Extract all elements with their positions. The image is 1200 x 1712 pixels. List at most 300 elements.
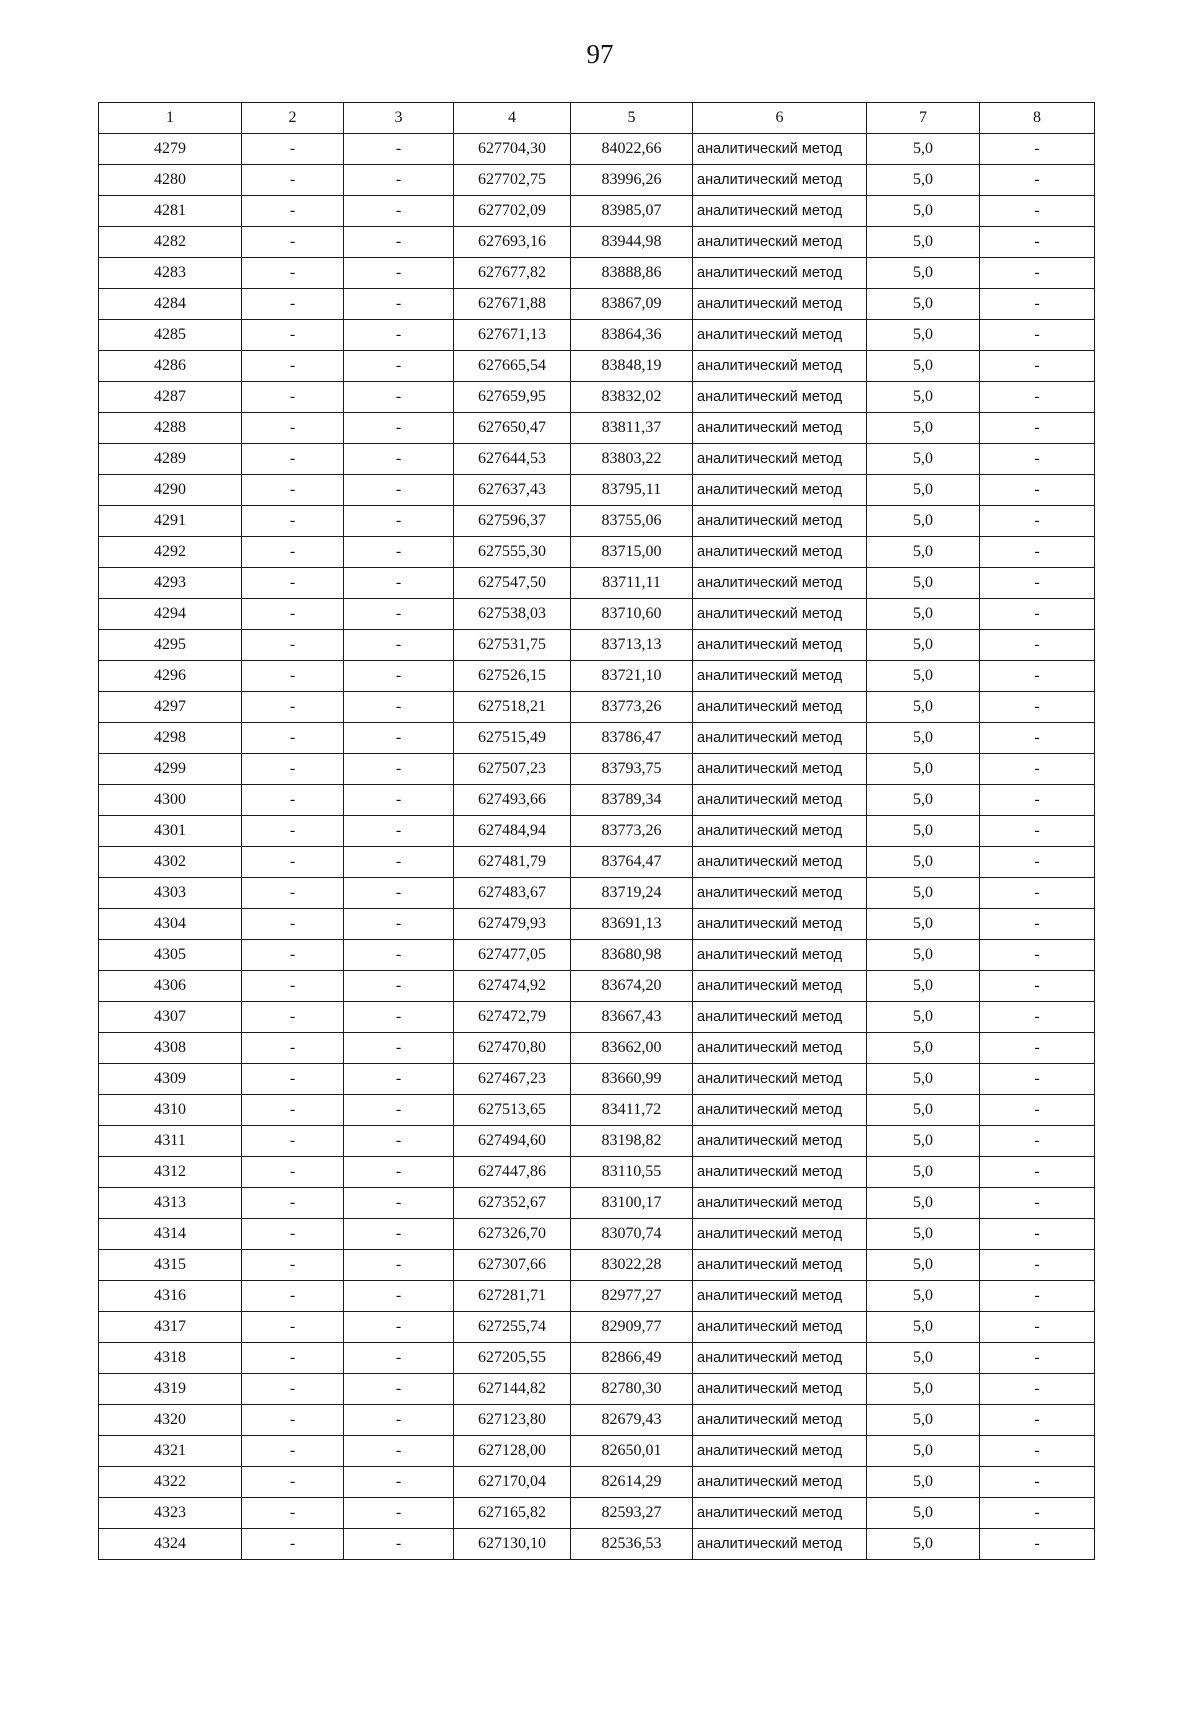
table-body bbox=[99, 134, 1095, 1560]
cell-col-2-value: - bbox=[242, 196, 344, 227]
cell-method: аналитический метод bbox=[693, 1095, 867, 1126]
cell-col-3-value: - bbox=[344, 1467, 454, 1498]
cell-col-2-value: - bbox=[242, 258, 344, 289]
cell-accuracy: 5,0 bbox=[867, 1219, 980, 1250]
cell-col-2-value: - bbox=[242, 971, 344, 1002]
cell-x-coordinate: 627130,10 bbox=[454, 1529, 571, 1560]
cell-point-number: 4298 bbox=[99, 723, 242, 754]
column-header-4: 4 bbox=[454, 103, 571, 134]
cell-col-8-value: - bbox=[980, 940, 1095, 971]
cell-x-coordinate: 627596,37 bbox=[454, 506, 571, 537]
cell-accuracy: 5,0 bbox=[867, 1095, 980, 1126]
cell-method: аналитический метод bbox=[693, 723, 867, 754]
cell-col-8-value: - bbox=[980, 1343, 1095, 1374]
cell-col-3-value: - bbox=[344, 940, 454, 971]
cell-point-number: 4321 bbox=[99, 1436, 242, 1467]
cell-method: аналитический метод bbox=[693, 320, 867, 351]
cell-y-coordinate: 83795,11 bbox=[571, 475, 693, 506]
cell-col-2-value: - bbox=[242, 1343, 344, 1374]
cell-accuracy: 5,0 bbox=[867, 661, 980, 692]
cell-accuracy: 5,0 bbox=[867, 878, 980, 909]
cell-accuracy: 5,0 bbox=[867, 692, 980, 723]
cell-accuracy: 5,0 bbox=[867, 1467, 980, 1498]
cell-method: аналитический метод bbox=[693, 1033, 867, 1064]
column-header-2: 2 bbox=[242, 103, 344, 134]
cell-col-2-value: - bbox=[242, 1436, 344, 1467]
cell-point-number: 4307 bbox=[99, 1002, 242, 1033]
cell-col-8-value: - bbox=[980, 289, 1095, 320]
cell-point-number: 4289 bbox=[99, 444, 242, 475]
cell-accuracy: 5,0 bbox=[867, 1498, 980, 1529]
cell-y-coordinate: 83867,09 bbox=[571, 289, 693, 320]
cell-point-number: 4284 bbox=[99, 289, 242, 320]
cell-col-8-value: - bbox=[980, 475, 1095, 506]
cell-col-3-value: - bbox=[344, 134, 454, 165]
cell-col-8-value: - bbox=[980, 847, 1095, 878]
cell-accuracy: 5,0 bbox=[867, 971, 980, 1002]
cell-x-coordinate: 627470,80 bbox=[454, 1033, 571, 1064]
cell-col-3-value: - bbox=[344, 506, 454, 537]
cell-accuracy: 5,0 bbox=[867, 506, 980, 537]
cell-col-2-value: - bbox=[242, 1126, 344, 1157]
cell-col-8-value: - bbox=[980, 1157, 1095, 1188]
cell-y-coordinate: 83711,11 bbox=[571, 568, 693, 599]
cell-col-2-value: - bbox=[242, 320, 344, 351]
cell-accuracy: 5,0 bbox=[867, 1002, 980, 1033]
cell-method: аналитический метод bbox=[693, 1312, 867, 1343]
cell-col-3-value: - bbox=[344, 1343, 454, 1374]
cell-col-8-value: - bbox=[980, 537, 1095, 568]
cell-method: аналитический метод bbox=[693, 1281, 867, 1312]
cell-method: аналитический метод bbox=[693, 506, 867, 537]
table-row bbox=[99, 754, 1095, 785]
table-row bbox=[99, 599, 1095, 630]
cell-accuracy: 5,0 bbox=[867, 785, 980, 816]
cell-x-coordinate: 627555,30 bbox=[454, 537, 571, 568]
cell-point-number: 4286 bbox=[99, 351, 242, 382]
cell-col-2-value: - bbox=[242, 537, 344, 568]
cell-point-number: 4282 bbox=[99, 227, 242, 258]
cell-y-coordinate: 82536,53 bbox=[571, 1529, 693, 1560]
cell-y-coordinate: 83667,43 bbox=[571, 1002, 693, 1033]
cell-col-8-value: - bbox=[980, 227, 1095, 258]
cell-accuracy: 5,0 bbox=[867, 1281, 980, 1312]
header-row bbox=[99, 103, 1095, 134]
cell-col-3-value: - bbox=[344, 878, 454, 909]
cell-accuracy: 5,0 bbox=[867, 723, 980, 754]
cell-method: аналитический метод bbox=[693, 227, 867, 258]
cell-y-coordinate: 83100,17 bbox=[571, 1188, 693, 1219]
table-row bbox=[99, 568, 1095, 599]
cell-col-3-value: - bbox=[344, 1219, 454, 1250]
cell-method: аналитический метод bbox=[693, 878, 867, 909]
cell-x-coordinate: 627538,03 bbox=[454, 599, 571, 630]
cell-method: аналитический метод bbox=[693, 1374, 867, 1405]
cell-col-3-value: - bbox=[344, 785, 454, 816]
table-row bbox=[99, 1188, 1095, 1219]
cell-accuracy: 5,0 bbox=[867, 537, 980, 568]
cell-accuracy: 5,0 bbox=[867, 413, 980, 444]
cell-col-8-value: - bbox=[980, 258, 1095, 289]
table-row bbox=[99, 165, 1095, 196]
cell-x-coordinate: 627479,93 bbox=[454, 909, 571, 940]
table-row bbox=[99, 1343, 1095, 1374]
cell-y-coordinate: 83660,99 bbox=[571, 1064, 693, 1095]
cell-x-coordinate: 627693,16 bbox=[454, 227, 571, 258]
cell-point-number: 4297 bbox=[99, 692, 242, 723]
cell-x-coordinate: 627671,13 bbox=[454, 320, 571, 351]
cell-col-8-value: - bbox=[980, 878, 1095, 909]
cell-point-number: 4310 bbox=[99, 1095, 242, 1126]
cell-col-8-value: - bbox=[980, 1064, 1095, 1095]
table-row bbox=[99, 258, 1095, 289]
cell-col-8-value: - bbox=[980, 971, 1095, 1002]
cell-accuracy: 5,0 bbox=[867, 289, 980, 320]
cell-method: аналитический метод bbox=[693, 661, 867, 692]
cell-col-2-value: - bbox=[242, 506, 344, 537]
cell-accuracy: 5,0 bbox=[867, 940, 980, 971]
cell-method: аналитический метод bbox=[693, 630, 867, 661]
cell-x-coordinate: 627637,43 bbox=[454, 475, 571, 506]
cell-x-coordinate: 627352,67 bbox=[454, 1188, 571, 1219]
cell-col-2-value: - bbox=[242, 1157, 344, 1188]
table-row bbox=[99, 1219, 1095, 1250]
cell-y-coordinate: 84022,66 bbox=[571, 134, 693, 165]
cell-accuracy: 5,0 bbox=[867, 1405, 980, 1436]
coordinates-table bbox=[98, 102, 1095, 1560]
cell-method: аналитический метод bbox=[693, 196, 867, 227]
cell-point-number: 4299 bbox=[99, 754, 242, 785]
cell-col-3-value: - bbox=[344, 1126, 454, 1157]
cell-col-3-value: - bbox=[344, 599, 454, 630]
cell-col-2-value: - bbox=[242, 754, 344, 785]
cell-col-8-value: - bbox=[980, 1498, 1095, 1529]
cell-x-coordinate: 627123,80 bbox=[454, 1405, 571, 1436]
cell-y-coordinate: 83755,06 bbox=[571, 506, 693, 537]
cell-col-2-value: - bbox=[242, 1033, 344, 1064]
cell-col-2-value: - bbox=[242, 475, 344, 506]
cell-col-3-value: - bbox=[344, 1002, 454, 1033]
cell-point-number: 4309 bbox=[99, 1064, 242, 1095]
cell-x-coordinate: 627665,54 bbox=[454, 351, 571, 382]
cell-col-2-value: - bbox=[242, 940, 344, 971]
cell-col-3-value: - bbox=[344, 971, 454, 1002]
page-number: 97 bbox=[586, 39, 614, 69]
cell-col-2-value: - bbox=[242, 444, 344, 475]
cell-accuracy: 5,0 bbox=[867, 320, 980, 351]
cell-col-2-value: - bbox=[242, 878, 344, 909]
cell-col-3-value: - bbox=[344, 382, 454, 413]
cell-col-2-value: - bbox=[242, 1529, 344, 1560]
table-row bbox=[99, 661, 1095, 692]
cell-col-3-value: - bbox=[344, 1529, 454, 1560]
cell-point-number: 4320 bbox=[99, 1405, 242, 1436]
cell-col-3-value: - bbox=[344, 1250, 454, 1281]
cell-point-number: 4287 bbox=[99, 382, 242, 413]
cell-col-8-value: - bbox=[980, 599, 1095, 630]
table-header bbox=[99, 103, 1095, 134]
cell-col-8-value: - bbox=[980, 506, 1095, 537]
cell-accuracy: 5,0 bbox=[867, 1436, 980, 1467]
table-row bbox=[99, 413, 1095, 444]
cell-col-2-value: - bbox=[242, 351, 344, 382]
cell-accuracy: 5,0 bbox=[867, 196, 980, 227]
cell-col-2-value: - bbox=[242, 1374, 344, 1405]
cell-point-number: 4288 bbox=[99, 413, 242, 444]
cell-col-3-value: - bbox=[344, 1033, 454, 1064]
cell-point-number: 4324 bbox=[99, 1529, 242, 1560]
table-row bbox=[99, 444, 1095, 475]
cell-accuracy: 5,0 bbox=[867, 909, 980, 940]
cell-point-number: 4323 bbox=[99, 1498, 242, 1529]
cell-method: аналитический метод bbox=[693, 1219, 867, 1250]
cell-method: аналитический метод bbox=[693, 1343, 867, 1374]
cell-y-coordinate: 83793,75 bbox=[571, 754, 693, 785]
column-header-5: 5 bbox=[571, 103, 693, 134]
column-header-7: 7 bbox=[867, 103, 980, 134]
cell-x-coordinate: 627493,66 bbox=[454, 785, 571, 816]
cell-col-2-value: - bbox=[242, 1467, 344, 1498]
cell-method: аналитический метод bbox=[693, 258, 867, 289]
cell-accuracy: 5,0 bbox=[867, 1188, 980, 1219]
cell-accuracy: 5,0 bbox=[867, 475, 980, 506]
cell-col-3-value: - bbox=[344, 351, 454, 382]
table-row bbox=[99, 1374, 1095, 1405]
cell-method: аналитический метод bbox=[693, 971, 867, 1002]
cell-col-2-value: - bbox=[242, 785, 344, 816]
table-row bbox=[99, 351, 1095, 382]
cell-y-coordinate: 83691,13 bbox=[571, 909, 693, 940]
cell-y-coordinate: 82679,43 bbox=[571, 1405, 693, 1436]
cell-col-2-value: - bbox=[242, 723, 344, 754]
cell-x-coordinate: 627526,15 bbox=[454, 661, 571, 692]
cell-point-number: 4319 bbox=[99, 1374, 242, 1405]
cell-col-2-value: - bbox=[242, 1219, 344, 1250]
cell-x-coordinate: 627704,30 bbox=[454, 134, 571, 165]
cell-point-number: 4312 bbox=[99, 1157, 242, 1188]
cell-y-coordinate: 82977,27 bbox=[571, 1281, 693, 1312]
cell-method: аналитический метод bbox=[693, 165, 867, 196]
cell-y-coordinate: 83811,37 bbox=[571, 413, 693, 444]
cell-col-8-value: - bbox=[980, 320, 1095, 351]
cell-method: аналитический метод bbox=[693, 1498, 867, 1529]
cell-col-8-value: - bbox=[980, 661, 1095, 692]
cell-col-2-value: - bbox=[242, 1002, 344, 1033]
cell-y-coordinate: 83864,36 bbox=[571, 320, 693, 351]
cell-point-number: 4285 bbox=[99, 320, 242, 351]
cell-accuracy: 5,0 bbox=[867, 1343, 980, 1374]
cell-col-8-value: - bbox=[980, 1033, 1095, 1064]
table-row bbox=[99, 1126, 1095, 1157]
cell-col-3-value: - bbox=[344, 196, 454, 227]
column-header-1: 1 bbox=[99, 103, 242, 134]
cell-accuracy: 5,0 bbox=[867, 258, 980, 289]
cell-x-coordinate: 627170,04 bbox=[454, 1467, 571, 1498]
cell-col-2-value: - bbox=[242, 1095, 344, 1126]
table-row bbox=[99, 1312, 1095, 1343]
cell-col-3-value: - bbox=[344, 1157, 454, 1188]
cell-x-coordinate: 627659,95 bbox=[454, 382, 571, 413]
cell-x-coordinate: 627281,71 bbox=[454, 1281, 571, 1312]
cell-col-8-value: - bbox=[980, 1095, 1095, 1126]
table-row bbox=[99, 971, 1095, 1002]
cell-y-coordinate: 83944,98 bbox=[571, 227, 693, 258]
cell-col-8-value: - bbox=[980, 754, 1095, 785]
cell-col-8-value: - bbox=[980, 816, 1095, 847]
cell-x-coordinate: 627477,05 bbox=[454, 940, 571, 971]
cell-y-coordinate: 83789,34 bbox=[571, 785, 693, 816]
cell-x-coordinate: 627481,79 bbox=[454, 847, 571, 878]
cell-method: аналитический метод bbox=[693, 1157, 867, 1188]
cell-col-2-value: - bbox=[242, 165, 344, 196]
cell-method: аналитический метод bbox=[693, 568, 867, 599]
cell-y-coordinate: 83198,82 bbox=[571, 1126, 693, 1157]
table-row bbox=[99, 134, 1095, 165]
cell-col-8-value: - bbox=[980, 1219, 1095, 1250]
table-row bbox=[99, 630, 1095, 661]
cell-col-8-value: - bbox=[980, 413, 1095, 444]
cell-y-coordinate: 83832,02 bbox=[571, 382, 693, 413]
cell-col-8-value: - bbox=[980, 1188, 1095, 1219]
cell-method: аналитический метод bbox=[693, 785, 867, 816]
cell-y-coordinate: 83985,07 bbox=[571, 196, 693, 227]
cell-accuracy: 5,0 bbox=[867, 847, 980, 878]
cell-col-2-value: - bbox=[242, 413, 344, 444]
cell-col-3-value: - bbox=[344, 1312, 454, 1343]
cell-col-8-value: - bbox=[980, 382, 1095, 413]
table-row bbox=[99, 1250, 1095, 1281]
cell-accuracy: 5,0 bbox=[867, 568, 980, 599]
cell-method: аналитический метод bbox=[693, 537, 867, 568]
cell-point-number: 4305 bbox=[99, 940, 242, 971]
cell-col-8-value: - bbox=[980, 692, 1095, 723]
table-row bbox=[99, 537, 1095, 568]
cell-x-coordinate: 627484,94 bbox=[454, 816, 571, 847]
cell-y-coordinate: 83715,00 bbox=[571, 537, 693, 568]
table-row bbox=[99, 475, 1095, 506]
cell-accuracy: 5,0 bbox=[867, 227, 980, 258]
cell-y-coordinate: 83710,60 bbox=[571, 599, 693, 630]
table-row bbox=[99, 227, 1095, 258]
cell-y-coordinate: 82614,29 bbox=[571, 1467, 693, 1498]
cell-point-number: 4304 bbox=[99, 909, 242, 940]
cell-point-number: 4300 bbox=[99, 785, 242, 816]
cell-accuracy: 5,0 bbox=[867, 1126, 980, 1157]
column-header-3: 3 bbox=[344, 103, 454, 134]
cell-method: аналитический метод bbox=[693, 599, 867, 630]
cell-x-coordinate: 627507,23 bbox=[454, 754, 571, 785]
cell-y-coordinate: 83662,00 bbox=[571, 1033, 693, 1064]
cell-y-coordinate: 82866,49 bbox=[571, 1343, 693, 1374]
cell-x-coordinate: 627671,88 bbox=[454, 289, 571, 320]
cell-method: аналитический метод bbox=[693, 351, 867, 382]
cell-x-coordinate: 627644,53 bbox=[454, 444, 571, 475]
cell-y-coordinate: 82909,77 bbox=[571, 1312, 693, 1343]
cell-accuracy: 5,0 bbox=[867, 1374, 980, 1405]
cell-y-coordinate: 83764,47 bbox=[571, 847, 693, 878]
cell-method: аналитический метод bbox=[693, 382, 867, 413]
cell-col-8-value: - bbox=[980, 568, 1095, 599]
table-row bbox=[99, 723, 1095, 754]
cell-col-3-value: - bbox=[344, 1188, 454, 1219]
cell-point-number: 4292 bbox=[99, 537, 242, 568]
cell-col-3-value: - bbox=[344, 1374, 454, 1405]
cell-col-3-value: - bbox=[344, 1405, 454, 1436]
cell-method: аналитический метод bbox=[693, 134, 867, 165]
cell-col-8-value: - bbox=[980, 909, 1095, 940]
cell-col-2-value: - bbox=[242, 1188, 344, 1219]
cell-col-3-value: - bbox=[344, 909, 454, 940]
cell-col-2-value: - bbox=[242, 1281, 344, 1312]
cell-point-number: 4322 bbox=[99, 1467, 242, 1498]
cell-col-2-value: - bbox=[242, 847, 344, 878]
cell-col-2-value: - bbox=[242, 134, 344, 165]
cell-y-coordinate: 83721,10 bbox=[571, 661, 693, 692]
table-row bbox=[99, 1095, 1095, 1126]
cell-col-2-value: - bbox=[242, 692, 344, 723]
cell-point-number: 4294 bbox=[99, 599, 242, 630]
cell-col-8-value: - bbox=[980, 1281, 1095, 1312]
cell-col-3-value: - bbox=[344, 723, 454, 754]
cell-accuracy: 5,0 bbox=[867, 1064, 980, 1095]
cell-method: аналитический метод bbox=[693, 1250, 867, 1281]
table-row bbox=[99, 692, 1095, 723]
cell-y-coordinate: 83411,72 bbox=[571, 1095, 693, 1126]
cell-y-coordinate: 83888,86 bbox=[571, 258, 693, 289]
cell-method: аналитический метод bbox=[693, 692, 867, 723]
cell-col-3-value: - bbox=[344, 661, 454, 692]
cell-accuracy: 5,0 bbox=[867, 816, 980, 847]
cell-accuracy: 5,0 bbox=[867, 1033, 980, 1064]
cell-method: аналитический метод bbox=[693, 754, 867, 785]
cell-method: аналитический метод bbox=[693, 413, 867, 444]
cell-method: аналитический метод bbox=[693, 1002, 867, 1033]
cell-col-3-value: - bbox=[344, 1498, 454, 1529]
cell-y-coordinate: 83674,20 bbox=[571, 971, 693, 1002]
cell-y-coordinate: 82593,27 bbox=[571, 1498, 693, 1529]
cell-point-number: 4317 bbox=[99, 1312, 242, 1343]
cell-col-2-value: - bbox=[242, 1064, 344, 1095]
cell-col-3-value: - bbox=[344, 413, 454, 444]
cell-method: аналитический метод bbox=[693, 1126, 867, 1157]
cell-col-2-value: - bbox=[242, 289, 344, 320]
cell-col-2-value: - bbox=[242, 382, 344, 413]
cell-x-coordinate: 627205,55 bbox=[454, 1343, 571, 1374]
cell-col-3-value: - bbox=[344, 289, 454, 320]
cell-point-number: 4318 bbox=[99, 1343, 242, 1374]
cell-y-coordinate: 83719,24 bbox=[571, 878, 693, 909]
table-row bbox=[99, 1281, 1095, 1312]
cell-method: аналитический метод bbox=[693, 1405, 867, 1436]
table-row bbox=[99, 1064, 1095, 1095]
cell-col-8-value: - bbox=[980, 165, 1095, 196]
cell-col-2-value: - bbox=[242, 568, 344, 599]
cell-x-coordinate: 627128,00 bbox=[454, 1436, 571, 1467]
cell-col-3-value: - bbox=[344, 568, 454, 599]
cell-col-2-value: - bbox=[242, 1312, 344, 1343]
table-row bbox=[99, 1498, 1095, 1529]
cell-y-coordinate: 83680,98 bbox=[571, 940, 693, 971]
cell-col-3-value: - bbox=[344, 320, 454, 351]
cell-col-3-value: - bbox=[344, 537, 454, 568]
cell-col-8-value: - bbox=[980, 1436, 1095, 1467]
cell-col-3-value: - bbox=[344, 754, 454, 785]
cell-x-coordinate: 627494,60 bbox=[454, 1126, 571, 1157]
cell-method: аналитический метод bbox=[693, 1064, 867, 1095]
cell-col-3-value: - bbox=[344, 816, 454, 847]
cell-point-number: 4280 bbox=[99, 165, 242, 196]
cell-x-coordinate: 627515,49 bbox=[454, 723, 571, 754]
